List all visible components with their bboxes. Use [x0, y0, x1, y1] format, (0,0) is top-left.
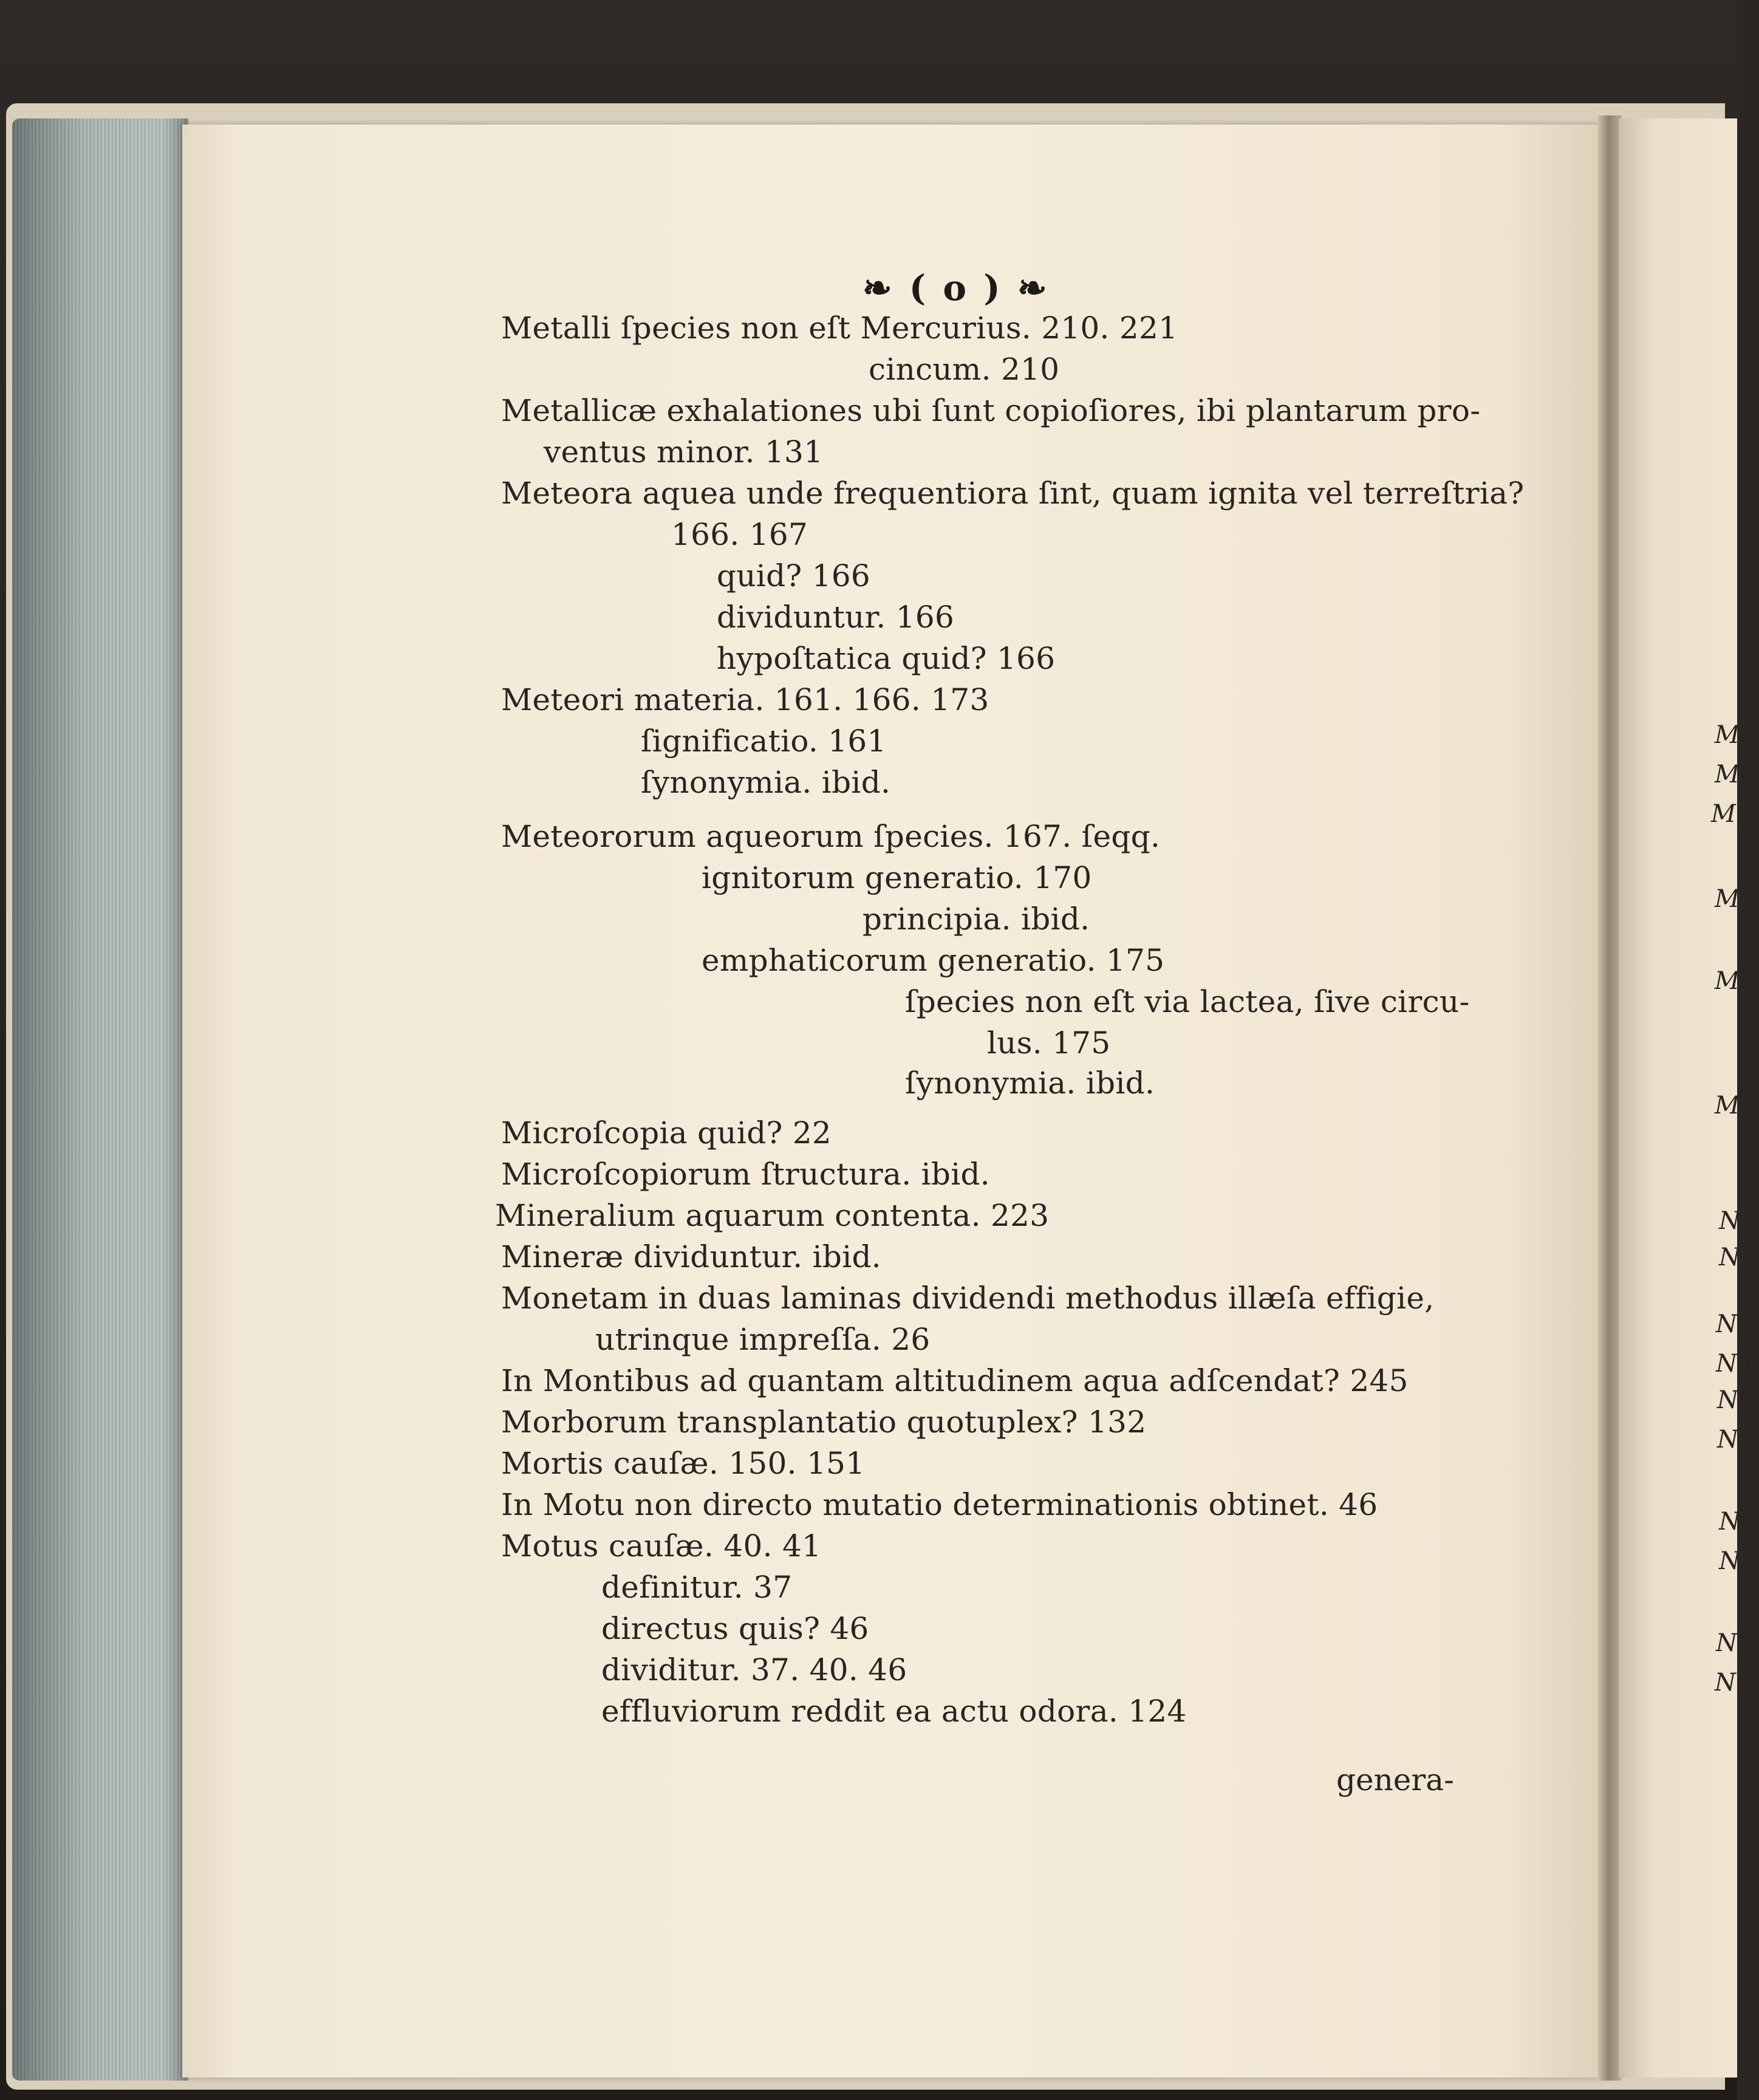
facing-page-fragment: N [1719, 1207, 1740, 1235]
index-entry: Meteororum aqueorum ſpecies. 167. ſeqq. [501, 819, 1161, 854]
facing-page-fragment: Ni [1716, 1629, 1745, 1657]
index-entry: ſignificatio. 161 [641, 723, 887, 759]
facing-page-fragment: Ne [1717, 1386, 1753, 1414]
index-entry: Meteora aquea unde frequentiora ſint, quam ignita vel terreſtria? [501, 476, 1525, 511]
facing-page-fragment: Nig [1715, 1669, 1759, 1697]
index-entry: Metallicæ exhalationes ubi ſunt copioſiores, ibi plantarum pro- [501, 393, 1481, 428]
index-entry: utrinque impreſſa. 26 [595, 1322, 931, 1357]
facing-page-fragment: N [1719, 1508, 1740, 1536]
index-entry: Microſcopia quid? 22 [501, 1115, 832, 1151]
page-edges-shade [12, 118, 188, 2081]
index-entry: principia. ibid. [862, 901, 1090, 937]
index-entry: Mineræ dividuntur. ibid. [501, 1239, 881, 1274]
index-entry: Motus cauſæ. 40. 41 [501, 1528, 822, 1564]
facing-page-fragment: N [1717, 1426, 1738, 1454]
facing-page-fragment: Mu [1715, 967, 1755, 995]
index-entry: dividitur. 37. 40. 46 [601, 1652, 907, 1688]
index-entry: dividuntur. 166 [717, 600, 955, 635]
index-entry: cincum. 210 [869, 352, 1060, 387]
facing-page-fragment: M [1715, 885, 1740, 913]
facing-page-fragment: Mu [1715, 761, 1755, 788]
index-entry: Monetam in duas laminas dividendi methodus illæſa effigie, [501, 1281, 1435, 1316]
index-entry: Microſcopiorum ſtructura. ibid. [501, 1157, 991, 1192]
page-header: ❧ ( o ) ❧ [862, 267, 1050, 309]
index-entry: Meteori materia. 161. 166. 173 [501, 682, 989, 717]
index-entry: definitur. 37 [601, 1570, 793, 1605]
facing-page-fragment: Mu [1711, 800, 1752, 828]
facing-page-fragment: M [1715, 1092, 1740, 1120]
facing-page [1619, 118, 1759, 2078]
facing-page-fragment: Na [1716, 1350, 1752, 1378]
index-entry: effluviorum reddit ea actu odora. 124 [601, 1694, 1187, 1729]
index-entry: lus. 175 [987, 1025, 1111, 1061]
facing-page-fragment: N [1719, 1243, 1740, 1271]
index-entry: ſpecies non eſt via lactea, ſive circu- [905, 984, 1470, 1019]
index-entry: directus quis? 46 [601, 1611, 869, 1646]
index-entry: hypoſtatica quid? 166 [717, 641, 1056, 676]
index-entry: ſynonymia. ibid. [641, 765, 891, 800]
index-entry: emphaticorum generatio. 175 [702, 943, 1165, 978]
index-entry: In Motu non directo mutatio determinationis obtinet. 46 [501, 1487, 1378, 1522]
index-entry: ventus minor. 131 [544, 434, 824, 470]
index-entry: Morborum transplantatio quotuplex? 132 [501, 1404, 1147, 1440]
index-entry: Metalli ſpecies non eſt Mercurius. 210. 221 [501, 310, 1178, 346]
facing-page-fragment: Na [1716, 1310, 1752, 1338]
book-gutter [1597, 115, 1622, 2081]
index-entry: ſynonymia. ibid. [905, 1065, 1155, 1101]
index-entry: Mineralium aquarum contenta. 223 [495, 1198, 1050, 1233]
facing-page-fragment: N [1719, 1547, 1740, 1575]
index-entry: quid? 166 [717, 558, 871, 593]
facing-page-fragment: M [1715, 721, 1740, 749]
index-entry: ignitorum generatio. 170 [702, 860, 1092, 895]
catchword: genera- [1336, 1762, 1454, 1797]
index-entry: Mortis cauſæ. 150. 151 [501, 1446, 866, 1481]
index-entry: In Montibus ad quantam altitudinem aqua adſcendat? 245 [501, 1363, 1409, 1398]
index-entry: 166. 167 [671, 517, 808, 552]
